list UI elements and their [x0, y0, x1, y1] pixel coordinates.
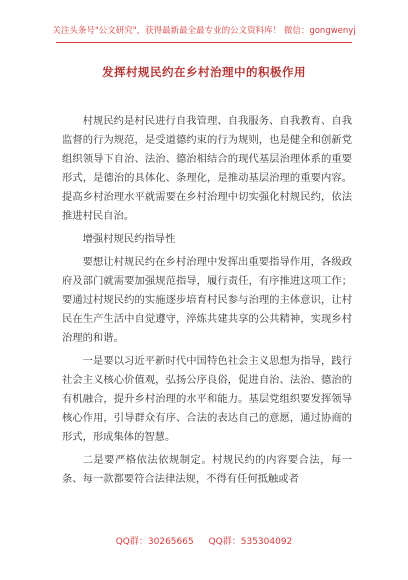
- footer-contacts: [0, 534, 408, 547]
- qq-group-2: QQ群：535304092: [208, 537, 293, 547]
- body-paragraph: 二是要严格依法依规制定。村规民约的内容要合法，每一条、每一款都要符合法律法规，不得有任何抵触或者: [62, 454, 352, 485]
- header-divider: [56, 42, 352, 43]
- body-paragraph: 一是要以习近平新时代中国特色社会主义思想为指导，践行社会主义核心价值观，弘扬公序良俗，促进自治、法治、德治的有机融合，提升乡村治理的水平和能力。基层党组织要发挥领导核心作用，引导群众有序、合法的表达自己的意愿，通过协商的形式，形成集体的智慧。: [62, 355, 352, 443]
- body-paragraph: 村规民约是村民进行自我管理、自我服务、自我教育、自我监督的行为规范，是受道德约束的行为规则，也是健全和创新党组织领导下自治、法治、德治相结合的现代基层治理体系的重要形式，是德治的具体化、条理化，是推动基层治理的重要内容。提高乡村治理水平就需要在乡村治理中切实强化村规民约，依法推进村民自治。: [62, 115, 352, 222]
- section-heading: 增强村规民约指导性: [82, 233, 176, 245]
- body-paragraph: 要想让村规民约在乡村治理中发挥出重要指导作用，各级政府及部门就需要加强规范指导，履行责任，有序推进这项工作；要通过村规民约的实施逐步培育村民参与治理的主体意识，让村民在生产生活中自觉遵守，淬炼共建共享的公共精神，实现乡村治理的和谐。: [62, 256, 352, 344]
- qq-group-1: QQ群：30265665: [115, 537, 194, 547]
- document-body: [62, 112, 352, 493]
- header-banner: 关注头条号"公文研究"，获得最新最全最专业的公文资料库！ 微信：gongwenyj: [52, 26, 356, 36]
- document-title: 发挥村规民约在乡村治理中的积极作用: [102, 65, 306, 79]
